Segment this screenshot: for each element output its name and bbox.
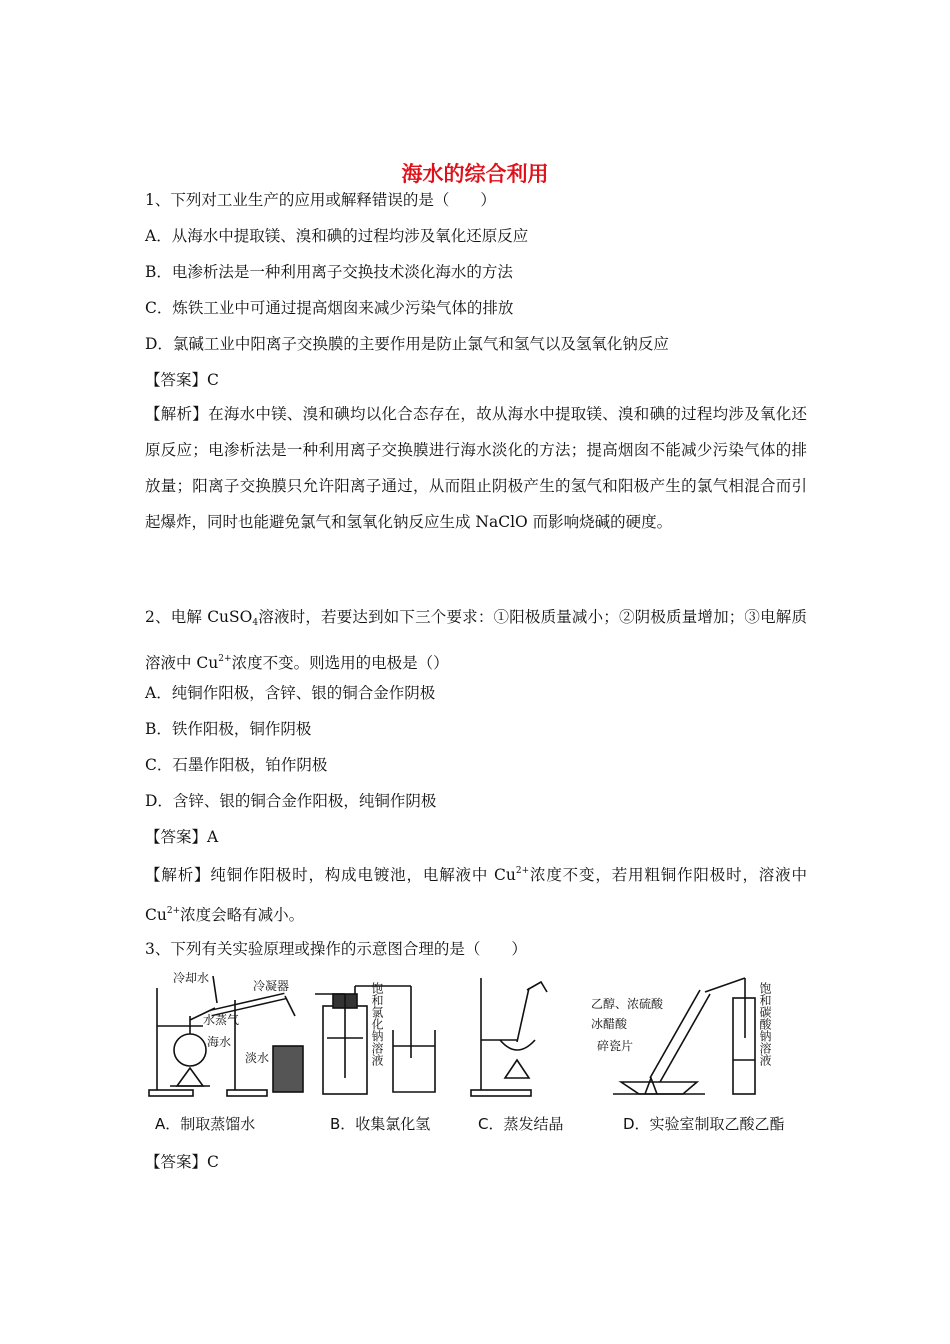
question-1-analysis [145, 396, 807, 540]
label-cooling-water: 冷却水 [173, 971, 210, 985]
question-2-stem [145, 599, 807, 681]
caption-a: A．制取蒸馏水 [155, 1115, 256, 1133]
question-2-option-c: C．石墨作阳极，铂作阴极 [145, 756, 328, 774]
superscript: 2+ [218, 654, 232, 664]
question-2-option-d: D．含锌、银的铜合金作阳极，纯铜作阴极 [145, 792, 437, 810]
analysis-text: 浓度会略有减小。 [180, 906, 305, 924]
analysis-tag: 【解析】 [145, 866, 211, 884]
stem-text: 浓度不变。则选用的电极是（） [231, 654, 449, 672]
analysis-tag: 【解析】 [145, 405, 209, 423]
question-2-answer: 【答案】A [145, 828, 219, 846]
caption-c: C．蒸发结晶 [478, 1115, 564, 1133]
label-nacl-solution: 饱和氯化钠溶液 [370, 982, 384, 1066]
analysis-text: 浓度不变，若用粗铜作阳极时，溶液中 Cu [145, 866, 807, 924]
label-na2co3-solution: 饱和碳酸钠溶液 [758, 982, 772, 1066]
question-1-option-d: D．氯碱工业中阳离子交换膜的主要作用是防止氯气和氢气以及氢氧化钠反应 [145, 335, 669, 353]
analysis-text: 纯铜作阳极时，构成电镀池，电解液中 Cu [210, 866, 516, 884]
caption-b: B．收集氯化氢 [330, 1115, 431, 1133]
label-condenser: 冷凝器 [253, 979, 290, 993]
question-2-option-b: B．铁作阳极，铜作阴极 [145, 720, 312, 738]
stem-text: 溶液时，若要达到如下三个要求：①阳极质量减小；②阴极质量增加；③电解质溶液中 Cu [145, 608, 807, 672]
caption-d: D．实验室制取乙酸乙酯 [623, 1115, 785, 1133]
question-3-answer: 【答案】C [145, 1153, 219, 1171]
label-ester-reagents-1: 乙醇、浓硫酸 [591, 997, 664, 1011]
label-ester-reagents-2: 冰醋酸 [591, 1017, 628, 1031]
question-1-option-a: A．从海水中提取镁、溴和碘的过程均涉及氧化还原反应 [145, 227, 529, 245]
question-2-analysis [145, 853, 807, 933]
question-1-answer: 【答案】C [145, 371, 219, 389]
label-seawater: 海水 [207, 1035, 232, 1049]
question-3-stem: 3、下列有关实验原理或操作的示意图合理的是（ ） [145, 940, 527, 958]
stem-text: 2、电解 CuSO [145, 608, 253, 626]
apparatus-figure [145, 968, 815, 1140]
subscript: 4 [252, 618, 259, 628]
label-steam: 水蒸气 [203, 1013, 240, 1027]
superscript: 2+ [166, 906, 181, 916]
page-title: 海水的综合利用 [401, 161, 549, 186]
label-fresh-water: 淡水 [245, 1051, 270, 1065]
analysis-text: 在海水中镁、溴和碘均以化合态存在，故从海水中提取镁、溴和碘的过程均涉及氧化还原反应；电渗析法是一种利用离子交换膜进行海水淡化的方法；提高烟囱不能减少污染气体的排放量；阳离子交换膜只允许阳离子通过，从而阻止阴极产生的氢气和阳极产生的氯气相混合而引起爆炸，同时也能避免氯气和氢氧化钠反应生成 NaClO 而影响烧碱的硬度。 [145, 405, 807, 531]
question-1-stem: 1、下列对工业生产的应用或解释错误的是（ ） [145, 191, 496, 209]
question-2-option-a: A．纯铜作阳极，含锌、银的铜合金作阴极 [145, 684, 436, 702]
question-1-option-b: B．电渗析法是一种利用离子交换技术淡化海水的方法 [145, 263, 513, 281]
label-ester-chips: 碎瓷片 [597, 1039, 634, 1053]
question-1-option-c: C．炼铁工业中可通过提高烟囱来减少污染气体的排放 [145, 299, 514, 317]
evaporation-apparatus [471, 978, 547, 1096]
ester-apparatus [613, 978, 755, 1094]
superscript: 2+ [515, 866, 530, 876]
apparatus-drawings [145, 968, 815, 1108]
